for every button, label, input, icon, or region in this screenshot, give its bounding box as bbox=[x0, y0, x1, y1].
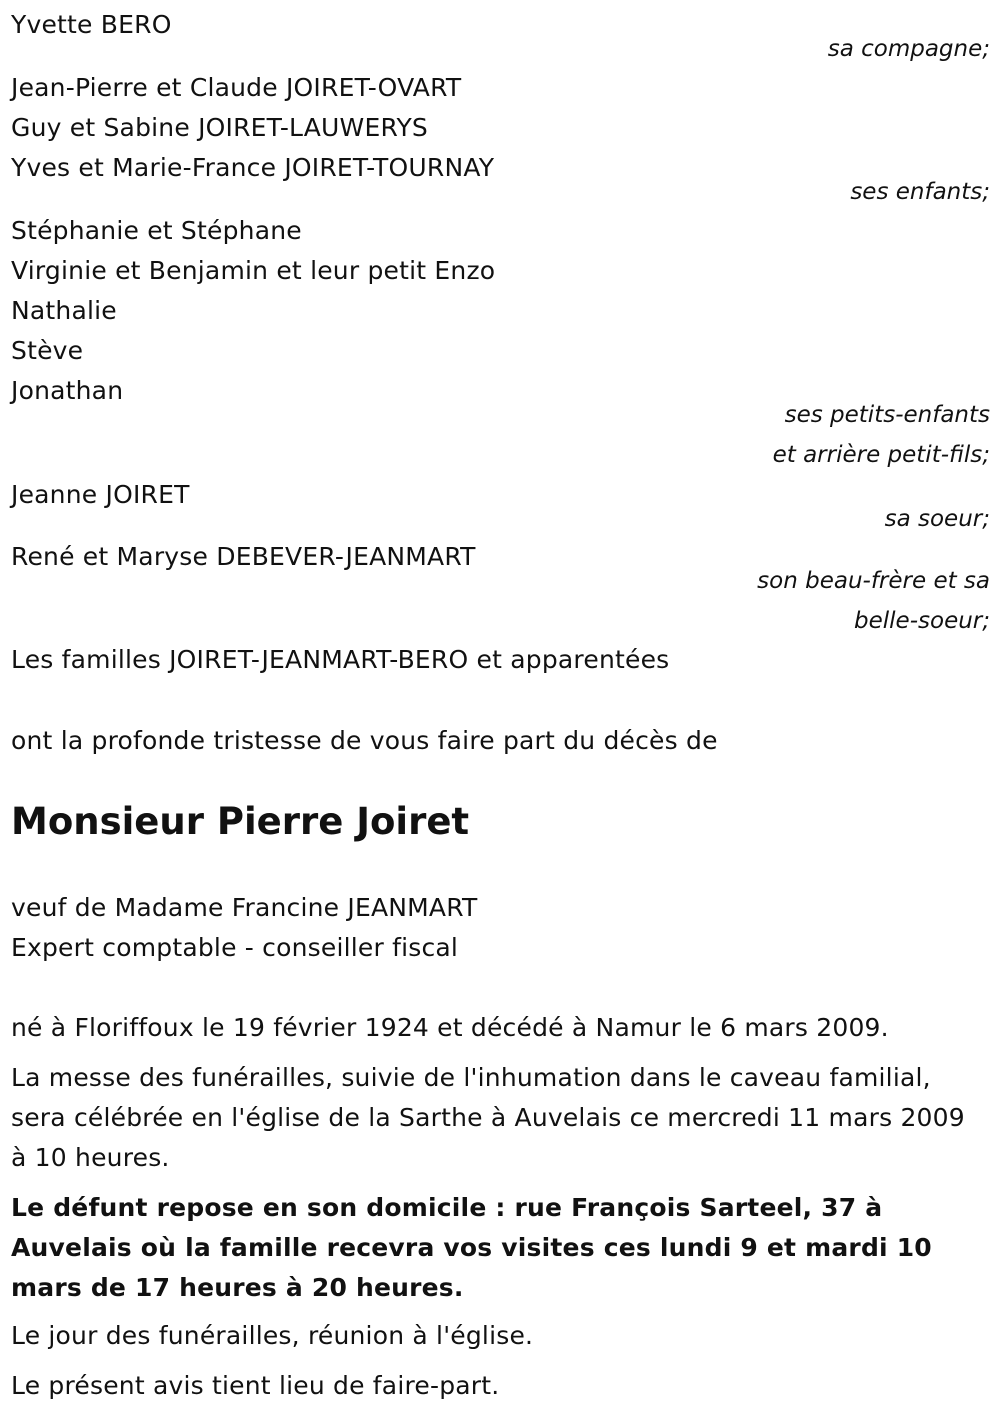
sister-name: Jeanne JOIRET bbox=[11, 480, 190, 509]
announcement-intro: ont la profonde tristesse de vous faire part du décès de bbox=[11, 726, 718, 755]
children-role: ses enfants; bbox=[850, 179, 990, 205]
inlaws-name: René et Maryse DEBEVER-JEANMART bbox=[11, 542, 476, 571]
grandchild-line: Nathalie bbox=[11, 296, 117, 325]
grandchild-line: Stéphanie et Stéphane bbox=[11, 216, 302, 245]
notice-line: Le présent avis tient lieu de faire-part. bbox=[11, 1371, 500, 1400]
inlaws-role-continued: belle-soeur; bbox=[854, 608, 990, 634]
grandchildren-role: ses petits-enfants bbox=[784, 402, 990, 428]
grandchild-line: Jonathan bbox=[11, 376, 124, 405]
widower-line: veuf de Madame Francine JEANMART bbox=[11, 893, 478, 922]
meeting-line: Le jour des funérailles, réunion à l'église. bbox=[11, 1321, 534, 1350]
families-line: Les familles JOIRET-JEANMART-BERO et apparentées bbox=[11, 645, 670, 674]
inlaws-role: son beau-frère et sa bbox=[757, 568, 990, 594]
child-line: Guy et Sabine JOIRET-LAUWERYS bbox=[11, 113, 428, 142]
partner-role: sa compagne; bbox=[827, 36, 990, 62]
sister-role: sa soeur; bbox=[884, 506, 990, 532]
deceased-name: Monsieur Pierre Joiret bbox=[11, 800, 470, 843]
grandchild-line: Stève bbox=[11, 336, 84, 365]
child-line: Jean-Pierre et Claude JOIRET-OVART bbox=[11, 73, 462, 102]
grandchildren-role-continued: et arrière petit-fils; bbox=[772, 442, 990, 468]
partner-name: Yvette BERO bbox=[11, 10, 172, 39]
grandchild-line: Virginie et Benjamin et leur petit Enzo bbox=[11, 256, 496, 285]
child-line: Yves et Marie-France JOIRET-TOURNAY bbox=[11, 153, 495, 182]
funeral-mass-paragraph: La messe des funérailles, suivie de l'inhumation dans le caveau familial, sera célébrée en l'église de la Sarthe à Auvelais ce mercredi 11 mars 2009 à 10 heures. bbox=[11, 1063, 965, 1172]
visitation-paragraph: Le défunt repose en son domicile : rue François Sarteel, 37 à Auvelais où la famille recevra vos visites ces lundi 9 et mardi 10 mars de 17 heures à 20 heures. bbox=[11, 1193, 932, 1302]
profession-line: Expert comptable - conseiller fiscal bbox=[11, 933, 459, 962]
birth-death-line: né à Floriffoux le 19 février 1924 et décédé à Namur le 6 mars 2009. bbox=[11, 1013, 889, 1042]
